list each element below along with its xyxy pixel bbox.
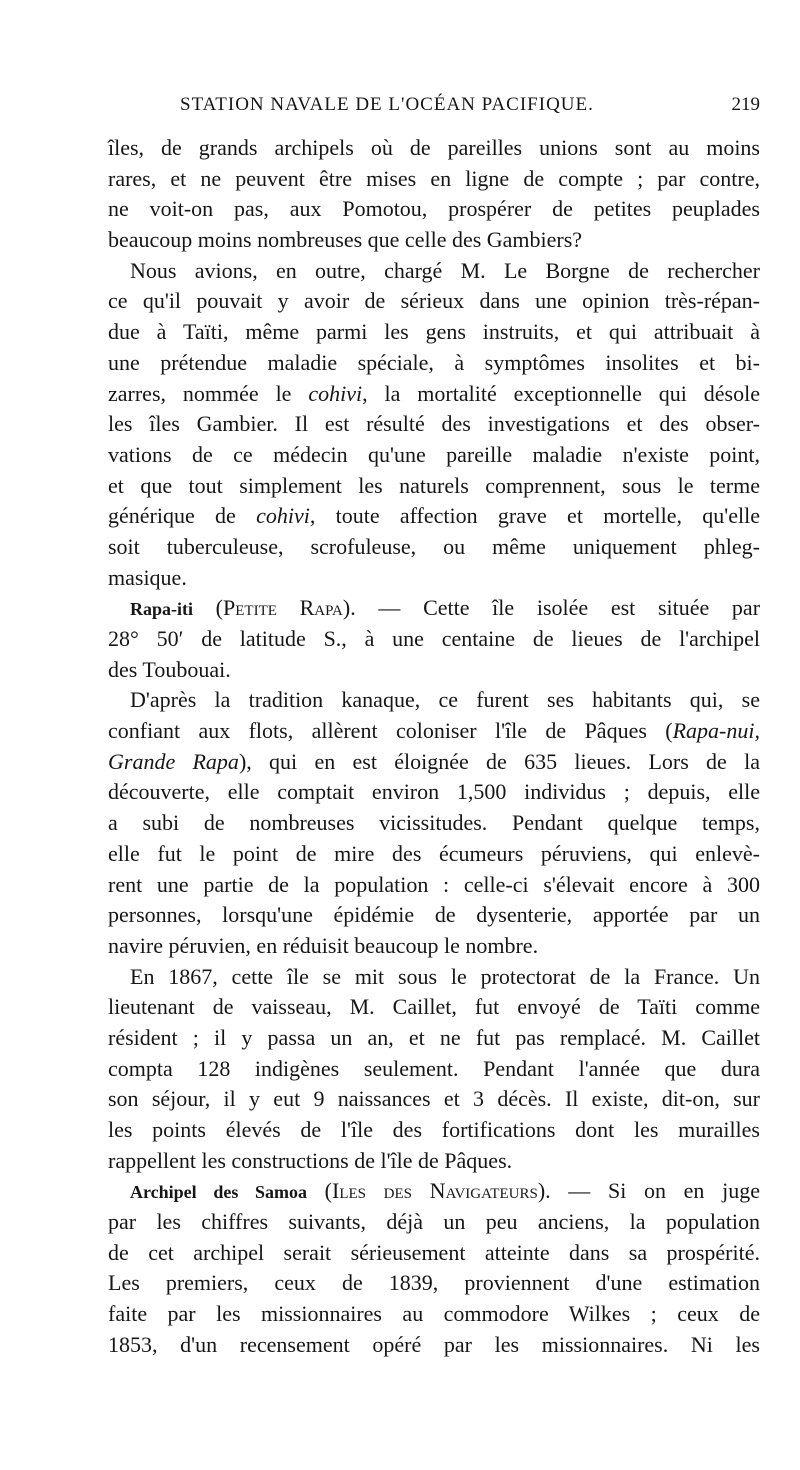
page-number: 219 [731, 94, 760, 115]
text-run: ( [193, 595, 224, 621]
text-run: , la mortalité exceptionnelle qui désole [362, 380, 760, 406]
text-run: ). — Cette île isolée est située par [342, 595, 761, 621]
paragraph-samoa [108, 1176, 760, 1360]
text-line: Les premiers, ceux de 1839, proviennent d'une estimation [108, 1270, 760, 1296]
text-line [108, 747, 760, 778]
text-line: rent une partie de la population : celle-ci s'élevait encore à 300 [108, 871, 760, 897]
section-heading-samoa: Archipel des Samoa [130, 1182, 308, 1203]
text-line: En 1867, cette île se mit sous le protectorat de la France. Un [130, 963, 760, 989]
text-line [108, 379, 760, 410]
text-run: zarres, nommée le [108, 380, 309, 406]
text-line: découverte, elle comptait environ 1,500 individus ; depuis, elle [108, 779, 760, 805]
italic-term: cohivi [308, 380, 363, 406]
text-line: son séjour, il y eut 9 naissances et 3 décès. Il existe, dit-on, sur [108, 1086, 760, 1112]
text-line: ne voit-on pas, aux Pomotou, prospérer de petites peuplades [108, 196, 760, 222]
text-line: par les chiffres suivants, déjà un peu anciens, la population [108, 1209, 760, 1235]
text-line [108, 501, 760, 532]
text-line: beaucoup moins nombreuses que celle des Gambiers? [108, 227, 583, 253]
text-line: soit tuberculeuse, scrofuleuse, ou même uniquement phleg- [108, 533, 760, 559]
text-line: elle fut le point de mire des écumeurs péruviens, qui enlevè- [108, 840, 760, 866]
paragraph-cohivi [108, 256, 760, 594]
text-line: résident ; il y passa un an, et ne fut pas remplacé. M. Caillet [108, 1024, 760, 1050]
text-line: masique. [108, 564, 187, 590]
text-run: ). — Si on en juge [537, 1178, 760, 1204]
text-line: îles, de grands archipels où de pareilles unions sont au moins [108, 135, 760, 160]
text-line: due à Taïti, même parmi les gens instruits, et qui attribuait à [108, 319, 760, 345]
text-line [108, 593, 760, 624]
text-line [108, 716, 760, 747]
italic-term: Rapa-nui, [672, 718, 760, 744]
body-text [108, 133, 760, 1361]
text-line: lieutenant de vaisseau, M. Caillet, fut envoyé de Taïti comme [108, 994, 760, 1020]
text-line: rappellent les constructions de l'île de Pâques. [108, 1147, 513, 1173]
text-line: faite par les missionnaires au commodore Wilkes ; ceux de [108, 1301, 760, 1327]
text-run: confiant aux flots, allèrent coloniser l'île de Pâques ( [108, 718, 673, 744]
text-line [108, 1176, 760, 1207]
text-run: générique de [108, 503, 257, 529]
text-line: rares, et ne peuvent être mises en ligne de compte ; par contre, [108, 165, 760, 191]
paragraph-protectorate [108, 962, 760, 1177]
text-line: des Toubouai. [108, 656, 231, 682]
text-line: de cet archipel serait sérieusement atteinte dans sa prospérité. [108, 1239, 760, 1265]
text-line: a subi de nombreuses vicissitudes. Pendant quelque temps, [108, 810, 760, 836]
text-line: ce qu'il pouvait y avoir de sérieux dans une opinion très-répan- [108, 288, 760, 314]
italic-term: cohivi [256, 503, 310, 529]
running-title: STATION NAVALE DE L'OCÉAN PACIFIQUE. [180, 94, 594, 115]
paragraph-tradition [108, 685, 760, 961]
text-run: ), qui en est éloignée de 635 lieues. Lors de la [238, 748, 760, 774]
paragraph-rapa-iti [108, 593, 760, 685]
text-line: 28° 50′ de latitude S., à une centaine de lieues de l'archipel [108, 626, 760, 651]
text-line: compta 128 indigènes seulement. Pendant l'année que dura [108, 1055, 760, 1081]
text-line: une prétendue maladie spéciale, à symptômes insolites et bi- [108, 349, 760, 375]
text-line: 1853, d'un recensement opéré par les missionnaires. Ni les [108, 1331, 760, 1357]
section-heading-rapa-iti: Rapa-iti [130, 599, 193, 620]
text-line: et que tout simplement les naturels comprennent, sous le terme [108, 472, 760, 498]
text-line: vations de ce médecin qu'une pareille maladie n'existe point, [108, 441, 760, 467]
text-line: les îles Gambier. Il est résulté des investigations et des obser- [108, 411, 760, 437]
paragraph-gambier-continued [108, 133, 760, 256]
running-header [108, 94, 760, 124]
text-run: , toute affection grave et mortelle, qu'elle [309, 503, 760, 529]
text-line: navire péruvien, en réduisit beaucoup le nombre. [108, 932, 539, 958]
small-caps-name: Iles des Navigateurs [332, 1178, 538, 1204]
text-line: les points élevés de l'île des fortifications dont les murailles [108, 1117, 760, 1142]
small-caps-name: Petite Rapa [223, 595, 343, 621]
text-line: Nous avions, en outre, chargé M. Le Borgne de rechercher [130, 257, 760, 283]
text-run: ( [307, 1178, 333, 1204]
text-line: personnes, lorsqu'une épidémie de dysenterie, apportée par un [108, 902, 760, 928]
text-line: D'après la tradition kanaque, ce furent ses habitants qui, se [130, 687, 760, 713]
italic-term: Grande Rapa [108, 748, 239, 774]
